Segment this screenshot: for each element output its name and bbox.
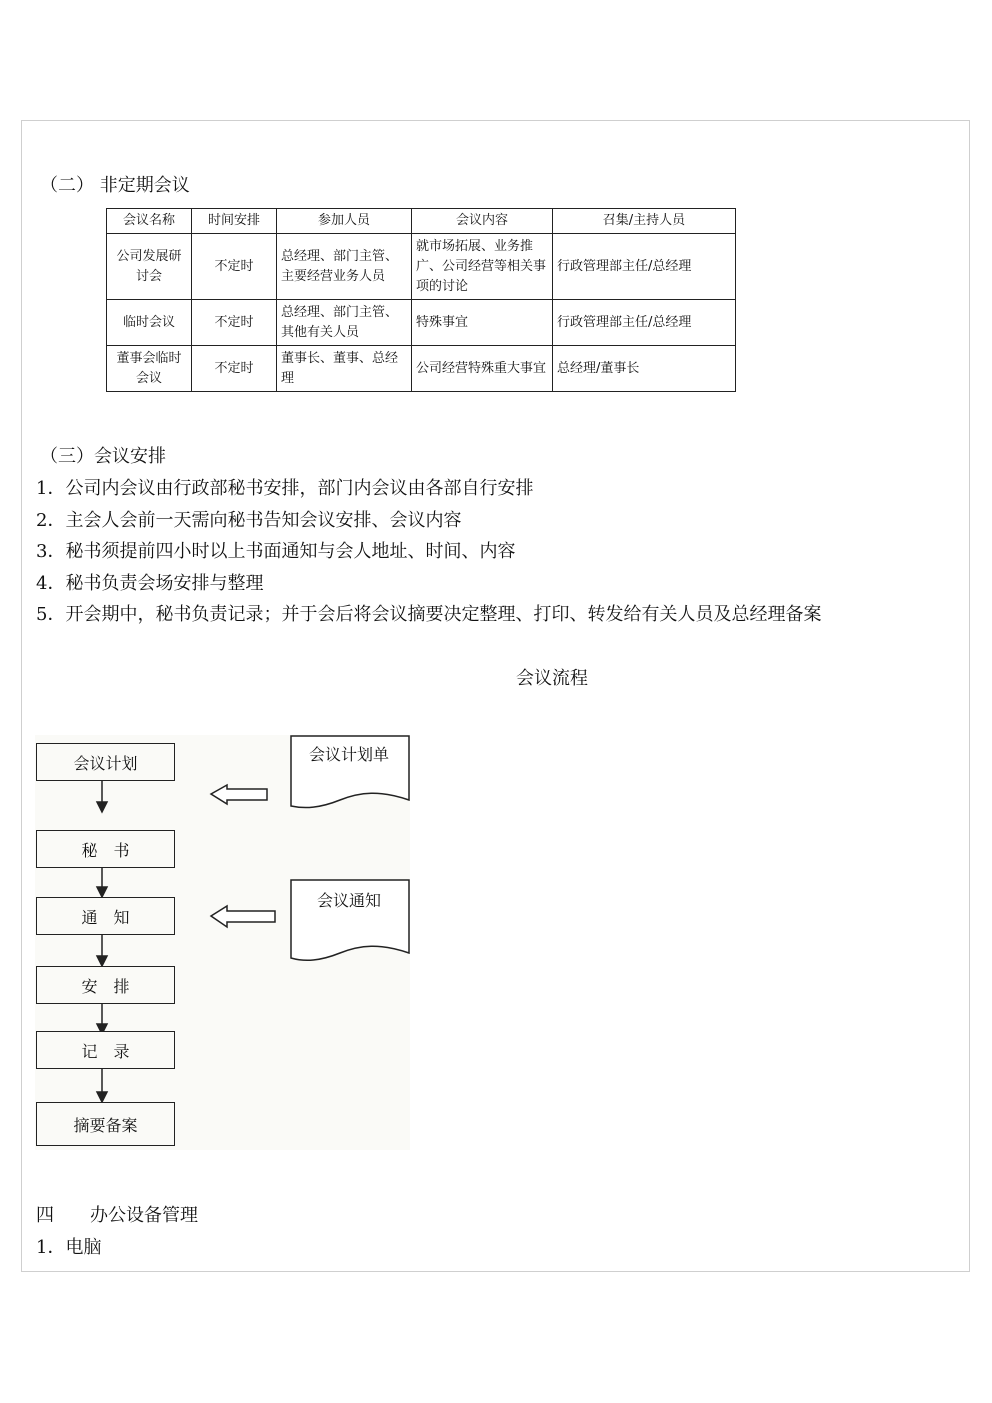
table-cell: 行政管理部主任/总经理	[553, 300, 736, 346]
list-item: 1．电脑	[36, 1237, 102, 1258]
flow-step-secretary: 秘 书	[36, 830, 175, 868]
table-cell: 就市场拓展、业务推广、公司经营等相关事项的讨论	[412, 234, 553, 300]
flow-step-arrange: 安 排	[36, 966, 175, 1004]
list-item: 4．秘书负责会场安排与整理	[36, 573, 264, 594]
table-header-cell: 召集/主持人员	[553, 209, 736, 234]
table-cell: 临时会议	[107, 300, 192, 346]
table-cell: 总经理/董事长	[553, 346, 736, 392]
list-item: 2．主会人会前一天需向秘书告知会议安排、会议内容	[36, 510, 462, 531]
table-cell: 特殊事宜	[412, 300, 553, 346]
list-item: 1．公司内会议由行政部秘书安排，部门内会议由各部自行安排	[36, 478, 534, 499]
list-item: 3．秘书须提前四小时以上书面通知与会人地址、时间、内容	[36, 541, 516, 562]
table-cell: 公司经营特殊重大事宜	[412, 346, 553, 392]
flow-arrow-head	[97, 887, 107, 897]
section-heading-irregular-meetings: （二） 非定期会议	[40, 175, 190, 196]
section-heading-meeting-arrangement: （三）会议安排	[40, 446, 166, 467]
flow-step-notice: 通 知	[36, 897, 175, 935]
section-heading-office-equipment: 四 办公设备管理	[36, 1205, 198, 1226]
flow-arrow-head	[97, 956, 107, 966]
table-cell: 总经理、部门主管、其他有关人员	[277, 300, 412, 346]
table-cell: 董事长、董事、总经理	[277, 346, 412, 392]
flow-arrow-head	[97, 802, 107, 812]
document-label-meeting-notice: 会议通知	[316, 891, 381, 910]
table-cell: 董事会临时会议	[107, 346, 192, 392]
table-cell: 公司发展研讨会	[107, 234, 192, 300]
table-header-cell: 会议内容	[412, 209, 553, 234]
list-item: 5．开会期中，秘书负责记录；并于会后将会议摘要决定整理、打印、转发给有关人员及总经理备案	[36, 604, 822, 625]
flow-step-meeting-plan: 会议计划	[36, 743, 175, 781]
table-cell: 不定时	[192, 300, 277, 346]
table-header-cell: 参加人员	[277, 209, 412, 234]
flow-step-summary-filing: 摘要备案	[36, 1102, 175, 1146]
table-cell: 不定时	[192, 234, 277, 300]
table-header-cell: 时间安排	[192, 209, 277, 234]
document-label-meeting-plan: 会议计划单	[308, 745, 389, 764]
table-header-cell: 会议名称	[107, 209, 192, 234]
flow-arrow-head	[97, 1092, 107, 1102]
table-cell: 不定时	[192, 346, 277, 392]
hollow-arrow-left-icon	[211, 785, 267, 804]
flow-step-record: 记 录	[36, 1031, 175, 1069]
table-cell: 总经理、部门主管、主要经营业务人员	[277, 234, 412, 300]
hollow-arrow-left-icon	[211, 906, 275, 927]
table-cell: 行政管理部主任/总经理	[553, 234, 736, 300]
flow-title: 会议流程	[516, 668, 588, 689]
